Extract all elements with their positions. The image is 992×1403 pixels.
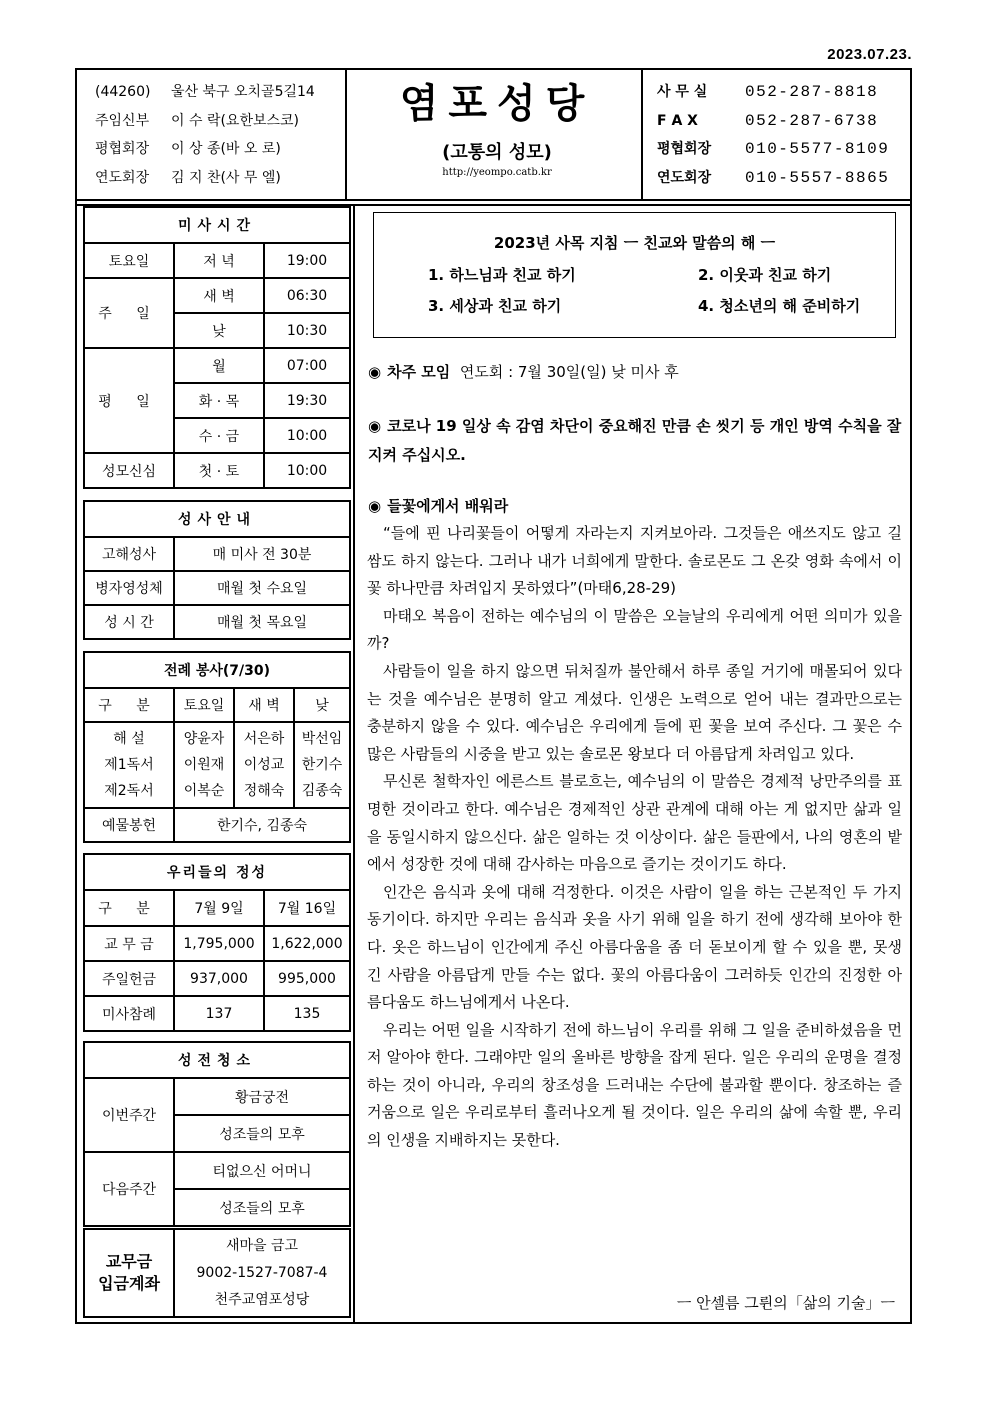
pastoral-guideline-box [373, 212, 896, 338]
mass-time: 19:00 [264, 243, 350, 278]
article-paragraph: 우리는 어떤 일을 시작하기 전에 하느님이 우리를 위해 그 일을 준비하셨음을 먼저 알아야 한다. 그래야만 일의 올바른 방향을 잡게 된다. 일은 우리의 운명을 결정하는 것이 아니라, 우리의 창조성을 드러내는 수단에 불과할 뿐이다. 창조하는 즐거움으로 일은 우리로부터 흘러나오게 될 것이다. 일은 우리의 삶에 속할 뿐, 우리의 인생을 지배하지는 못한다. [367, 1020, 902, 1150]
column-divider [353, 204, 355, 1324]
mass-day: 주 일 [84, 278, 174, 348]
sacrament-value: 매월 첫 수요일 [174, 571, 350, 605]
pastoral-item: 2. 이웃과 친교 하기 [698, 266, 832, 284]
mass-when: 낮 [174, 313, 264, 348]
header-divider [75, 199, 912, 201]
mass-time: 06:30 [264, 278, 350, 313]
offering-row-label: 미사참례 [84, 996, 174, 1031]
liturgy-table [83, 651, 351, 843]
church-subtitle: (고통의 성모) [442, 142, 552, 163]
contact-info [657, 78, 907, 192]
mass-time: 10:30 [264, 313, 350, 348]
offerings-title: 우리들의 정성 [84, 854, 350, 890]
offering-row-label: 주일헌금 [84, 961, 174, 996]
sacraments-title: 성사안내 [84, 501, 350, 537]
cleaning-group: 성조들의 모후 [174, 1115, 350, 1152]
bullet-icon: ◉ [368, 363, 382, 381]
liturgy-title: 전례 봉사(7/30) [84, 652, 350, 688]
cleaning-group: 성조들의 모후 [174, 1189, 350, 1226]
liturgy-head: 토요일 [174, 688, 234, 722]
notice-covid [368, 412, 902, 470]
offering-amount: 995,000 [264, 961, 350, 996]
offering-value: 한기수, 김종숙 [174, 808, 350, 842]
notice-text: 연도회 : 7월 30일(일) 낮 미사 후 [459, 363, 679, 381]
liturgy-head: 새 벽 [234, 688, 294, 722]
bullet-icon: ◉ [368, 497, 382, 515]
info-row: (44260) 울산 북구 오치골5길14 [95, 84, 315, 100]
mass-when: 첫 · 토 [174, 453, 264, 488]
info-row: 주임신부 이 수 락(요한보스코) [95, 112, 300, 129]
liturgy-names-dawn: 서은하 이성교 정해숙 [234, 722, 294, 808]
pastoral-item: 4. 청소년의 해 준비하기 [698, 297, 861, 315]
notice-article-heading [368, 492, 902, 521]
pastoral-item: 3. 세상과 친교 하기 [428, 297, 562, 315]
sacraments-table [83, 500, 351, 640]
article-paragraph: 인간은 음식과 옷에 대해 걱정한다. 이것은 사람이 일을 하는 근본적인 두 가지 동기이다. 하지만 우리는 음식과 옷을 사기 위해 일을 하기 전에 생각해 보아야 한다. 옷은 하느님이 인간에게 주신 아름다움을 좀 더 돋보이게 할 수 있을 뿐, 못생긴 사람을 아름답게 만들 수는 없다. 꽃의 아름다움이 그러하듯 인간의 진정한 아름다움도 하느님에게서 나온다. [367, 882, 902, 1012]
sacrament-label: 병자영성체 [84, 571, 174, 605]
liturgy-head: 구 분 [84, 688, 174, 722]
cleaning-title: 성전청소 [84, 1042, 350, 1078]
info-row: 연도회장 김 지 찬(사 무 엘) [95, 169, 281, 186]
article-paragraph: “들에 핀 나리꽃들이 어떻게 자라는지 지켜보아라. 그것들은 애쓰지도 않고 길쌈도 하지 않는다. 그러나 내가 너희에게 말한다. 솔로몬도 그 온갖 영화 속에서 이 꽃 하나만큼 차려입지 못하였다”(마태6,28-29) [367, 524, 902, 598]
info-row: 평협회장 이 상 종(바 오 로) [95, 141, 281, 157]
offerings-head: 7월 9일 [174, 890, 264, 926]
cleaning-week-label: 이번주간 [84, 1078, 174, 1152]
offering-row-label: 교 무 금 [84, 926, 174, 961]
offering-amount: 937,000 [174, 961, 264, 996]
pastoral-row-2 [428, 295, 861, 316]
contact-row: 연도회장 010-5557-8865 [657, 168, 890, 187]
mass-time: 10:00 [264, 453, 350, 488]
sacrament-label: 고해성사 [84, 537, 174, 571]
sacrament-label: 성 시 간 [84, 605, 174, 639]
notice-text: 코로나 19 일상 속 감염 차단이 중요해진 만큼 손 씻기 등 개인 방역 수칙을 잘 지켜 주십시오. [368, 417, 902, 464]
article-paragraph: 무신론 철학자인 에른스트 블로흐는, 예수님의 이 말씀은 경제적 낭만주의를 표명한 것이라고 한다. 예수님은 경제적인 상관 관계에 대해 아는 게 없지만 삶과 일을 동일시하지 않으신다. 삶은 일하는 것 이상이다. 삶은 들판에서, 나의 영혼의 밭에서 성장한 것에 대해 감사하는 마음으로 즐기는 것이기도 하다. [367, 772, 902, 874]
mass-times-table [83, 206, 351, 489]
notice-title: 차주 모임 [387, 363, 451, 381]
mass-time: 07:00 [264, 348, 350, 383]
liturgy-names-day: 박선임 한기수 김종숙 [294, 722, 350, 808]
mass-when: 새 벽 [174, 278, 264, 313]
church-info [95, 78, 345, 192]
mass-time: 19:30 [264, 383, 350, 418]
offerings-table [83, 853, 351, 1032]
liturgy-roles: 해 설 제1독서 제2독서 [84, 722, 174, 808]
contact-row: 평협회장 010-5577-8109 [657, 140, 890, 158]
article-body [367, 520, 902, 1155]
account-details: 새마을 금고 9002-1527-7087-4 천주교염포성당 [174, 1229, 350, 1317]
mass-when: 저 녁 [174, 243, 264, 278]
church-url[interactable]: http://yeompo.catb.kr [442, 167, 552, 178]
mass-times-title: 미사시간 [84, 207, 350, 243]
mass-when: 수 · 금 [174, 418, 264, 453]
offering-amount: 1,795,000 [174, 926, 264, 961]
article-paragraph: 마태오 복음이 전하는 예수님의 이 말씀은 오늘날의 우리에게 어떤 의미가 있을까? [367, 606, 902, 653]
mass-when: 월 [174, 348, 264, 383]
cleaning-table [83, 1041, 351, 1227]
pastoral-row-1 [428, 264, 832, 285]
mass-day: 평 일 [84, 348, 174, 453]
offering-amount: 137 [174, 996, 264, 1031]
cleaning-group: 티없으신 어머니 [174, 1152, 350, 1189]
cleaning-group: 황금궁전 [174, 1078, 350, 1115]
mass-day: 성모신심 [84, 453, 174, 488]
account-label: 교무금 입금계좌 [84, 1229, 174, 1317]
offering-amount: 1,622,000 [264, 926, 350, 961]
sacrament-value: 매월 첫 목요일 [174, 605, 350, 639]
header-vline-1 [345, 68, 347, 200]
liturgy-names-sat: 양윤자 이원재 이복순 [174, 722, 234, 808]
offerings-head: 구 분 [84, 890, 174, 926]
offering-label: 예물봉헌 [84, 808, 174, 842]
church-title [353, 76, 641, 178]
liturgy-head: 낮 [294, 688, 350, 722]
offerings-head: 7월 16일 [264, 890, 350, 926]
mass-day: 토요일 [84, 243, 174, 278]
sacrament-value: 매 미사 전 30분 [174, 537, 350, 571]
issue-date: 2023.07.23. [827, 46, 912, 63]
article-title: 들꽃에게서 배워라 [387, 497, 509, 515]
church-name: 염포성당 [399, 81, 595, 127]
bullet-icon: ◉ [368, 417, 382, 435]
article-credit: ㅡ 안셀름 그륀의「삶의 기술」ㅡ [676, 1294, 895, 1312]
account-table [83, 1228, 351, 1318]
pastoral-heading: 2023년 사목 지침 ㅡ 친교와 말씀의 해 ㅡ [493, 234, 776, 252]
pastoral-item: 1. 하느님과 친교 하기 [428, 266, 576, 284]
contact-row: 사 무 실 052-287-8818 [657, 83, 879, 101]
contact-row: F A X 052-287-6738 [657, 111, 879, 130]
mass-time: 10:00 [264, 418, 350, 453]
article-paragraph: 사람들이 일을 하지 않으면 뒤처질까 불안해서 하루 종일 거기에 매몰되어 있다는 것을 예수님은 분명히 알고 계셨다. 인생은 노력으로 얻어 내는 결과만으로는 충분하지 않을 수 있다. 예수님은 우리에게 들에 핀 꽃을 보여 주신다. 그 꽃은 수많은 사람들의 시중을 받고 있는 솔로몬 왕보다 더 아름답게 차려입고 있다. [367, 661, 902, 763]
mass-when: 화 · 목 [174, 383, 264, 418]
notice-meeting [368, 358, 902, 387]
offering-amount: 135 [264, 996, 350, 1031]
cleaning-week-label: 다음주간 [84, 1152, 174, 1226]
header-vline-2 [641, 68, 643, 200]
